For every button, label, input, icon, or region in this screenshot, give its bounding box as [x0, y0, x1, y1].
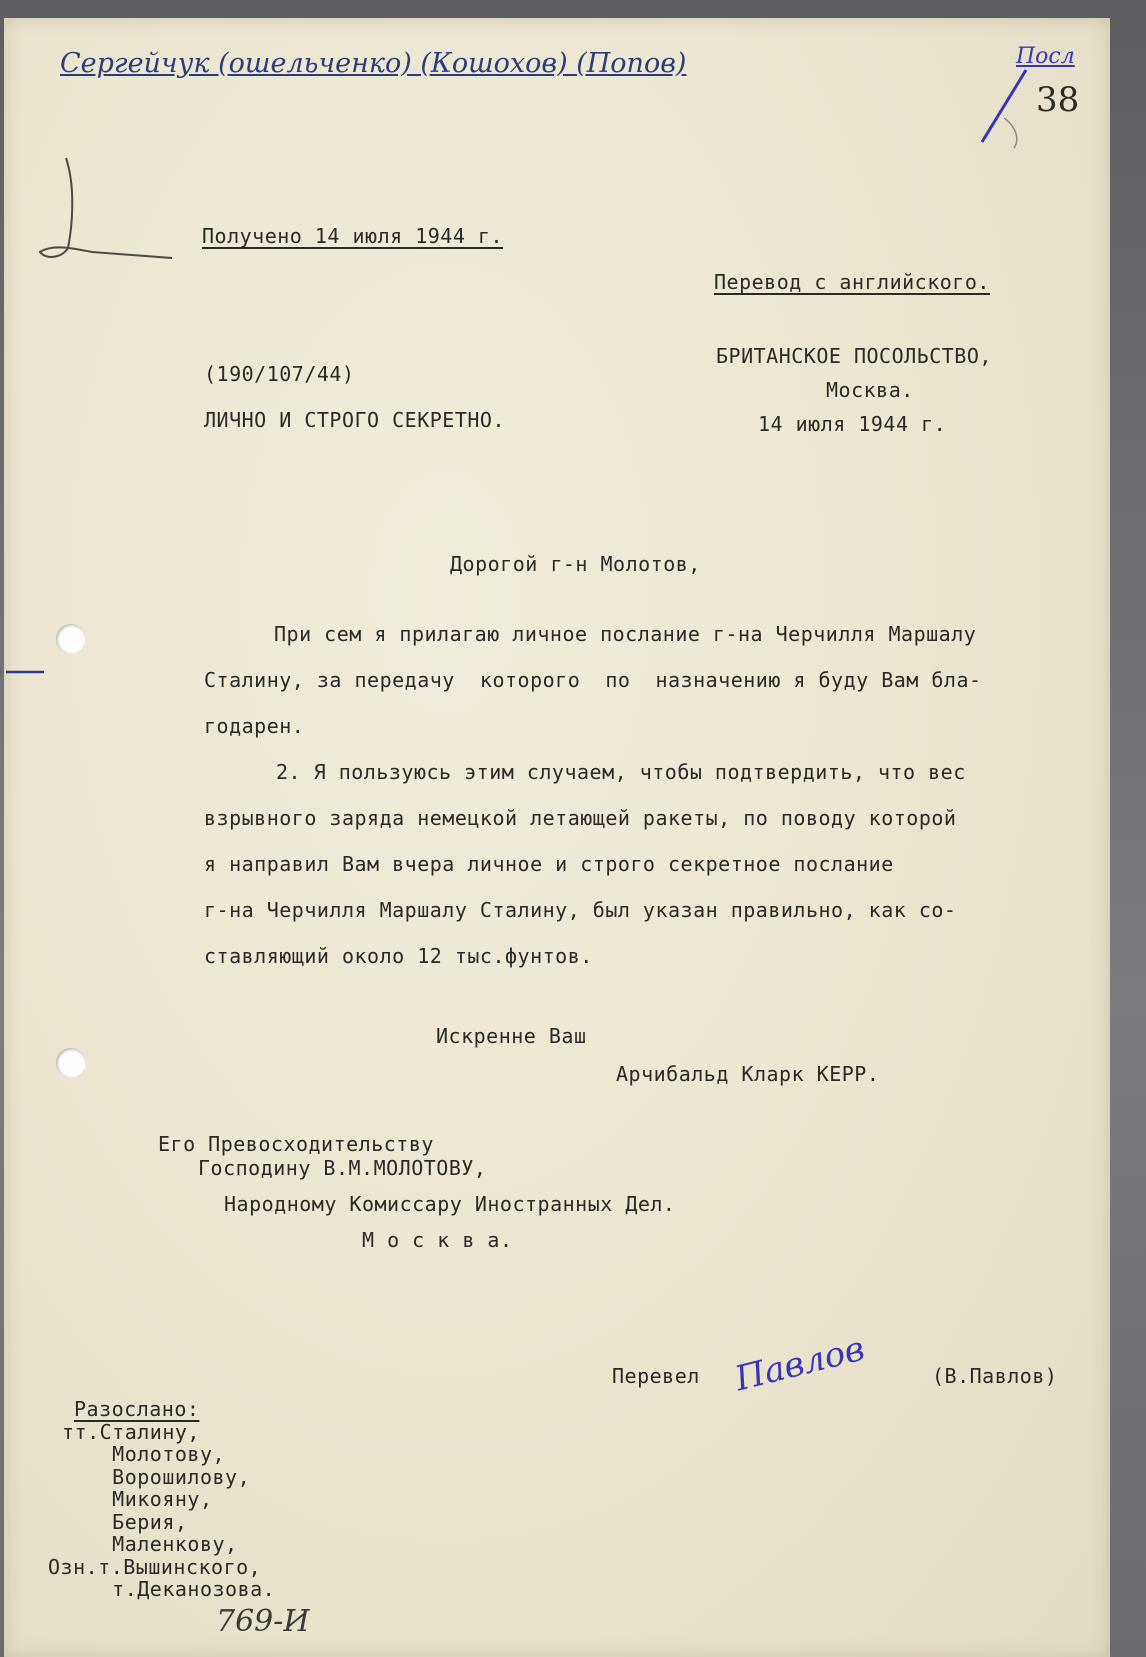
handwritten-note: Посл [1016, 44, 1075, 69]
letter-line: годарен. [204, 714, 305, 738]
document-reference: (190/107/44) [204, 362, 355, 386]
signatory: Арчибальд Кларк КЕРР. [616, 1062, 880, 1086]
distribution-list [48, 1398, 275, 1601]
addressee-line: Господину В.М.МОЛОТОВУ, [198, 1156, 487, 1180]
letter-line: 2. Я пользуюсь этим случаем, чтобы подтвердить, что вес [276, 760, 966, 784]
sender-city: Москва. [826, 378, 914, 402]
handwritten-initial-mark [32, 148, 182, 278]
distribution-recipient: Молотову, [62, 1442, 226, 1466]
distribution-recipient: Ворошилову, [62, 1464, 251, 1489]
letter-line: г-на Черчилля Маршалу Сталину, был указан правильно, как со- [204, 898, 957, 922]
handwritten-names: Сергейчук (ошельченко) (Кошохов) (Попов) [60, 48, 687, 79]
punch-hole-upper [56, 624, 86, 654]
closing: Искренне Ваш [436, 1024, 587, 1048]
translator-signature: Павлов [731, 1328, 869, 1400]
translator-name: (В.Павлов) [932, 1364, 1058, 1388]
sender-date: 14 июля 1944 г. [758, 412, 947, 436]
letter-line: ставляющий около 12 тыс.фунтов. [204, 944, 593, 968]
archive-number: 769-И [216, 1604, 310, 1639]
distribution-recipient: Берия, [62, 1509, 188, 1534]
distribution-recipient: Озн.т.Вышинского, [48, 1554, 262, 1579]
letter-line: При сем я прилагаю личное послание г-на Черчилля Маршалу [274, 622, 977, 646]
distribution-label: Разослано: [74, 1397, 200, 1421]
distribution-recipient: т.Деканозова. [62, 1577, 276, 1601]
document-page [4, 18, 1110, 1657]
distribution-recipient: Маленкову, [62, 1532, 238, 1556]
sender-embassy: БРИТАНСКОЕ ПОСОЛЬСТВО, [716, 344, 992, 368]
translation-note: Перевод с английского. [714, 270, 990, 294]
received-date: Получено 14 июля 1944 г. [202, 224, 503, 248]
page-number: 38 [1036, 80, 1080, 120]
punch-hole-lower [56, 1048, 86, 1078]
addressee-line: М о с к в а. [362, 1228, 513, 1252]
margin-tick-mark [4, 666, 64, 678]
addressee-line: Его Превосходительству [158, 1132, 434, 1156]
letter-line: взрывного заряда немецкой летающей ракеты, по поводу которой [204, 806, 957, 830]
distribution-recipient: тт.Сталину, [62, 1419, 200, 1444]
letter-line: Сталину, за передачу которого по назначению я буду Вам бла- [204, 668, 982, 692]
classification-label: ЛИЧНО И СТРОГО СЕКРЕТНО. [204, 408, 505, 432]
addressee-line: Народному Комиссару Иностранных Дел. [224, 1192, 676, 1216]
distribution-recipient: Микояну, [62, 1487, 213, 1511]
letter-line: я направил Вам вчера личное и строго секретное послание [204, 852, 894, 876]
handwritten-slash-mark [976, 66, 1036, 150]
translator-label: Перевел [612, 1364, 700, 1388]
salutation: Дорогой г-н Молотов, [450, 552, 701, 576]
